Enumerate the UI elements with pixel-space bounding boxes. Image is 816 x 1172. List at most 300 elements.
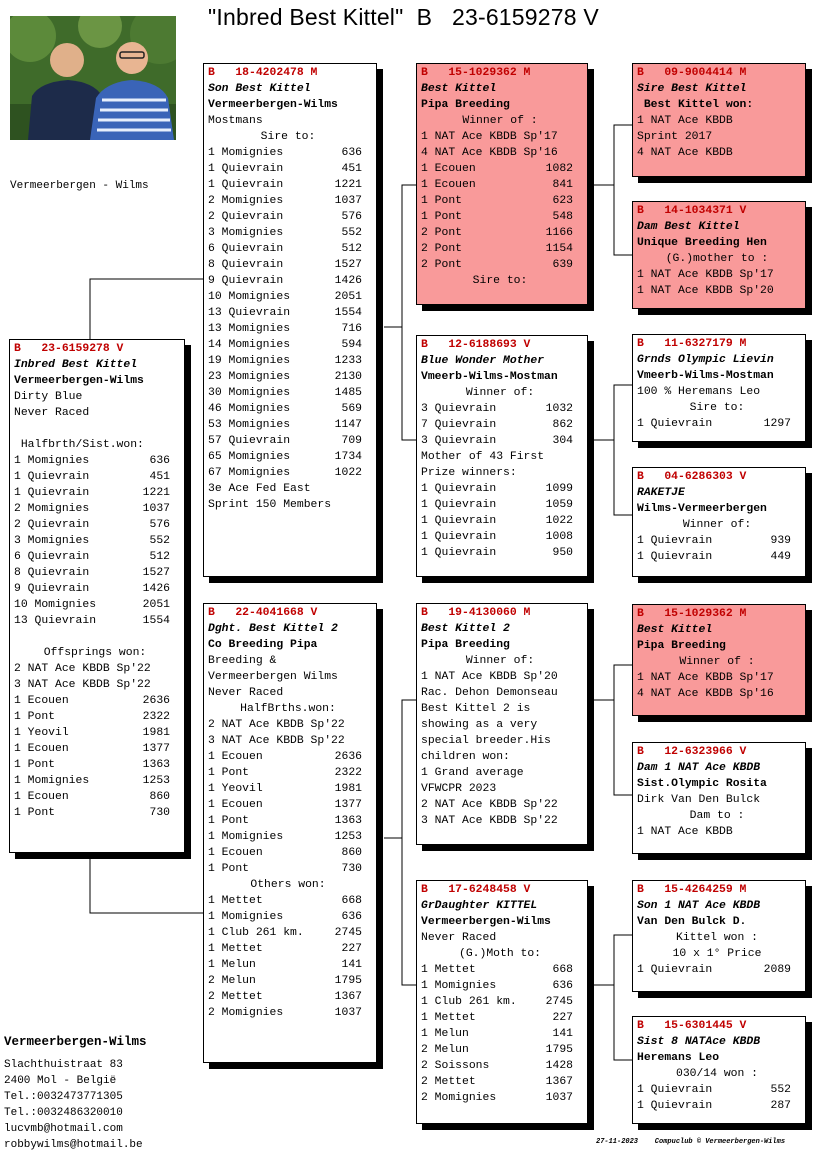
card-text-line: Never Raced [208,687,284,699]
result-prize: 2130 [334,371,362,383]
breeder-address [4,1034,147,1153]
result-prize: 860 [341,847,362,859]
card-text-line: Others won: [250,879,326,891]
result-race: 6 Quievrain [14,551,90,563]
result-prize: 1795 [334,975,362,987]
result-row [208,417,376,433]
result-row [637,1082,805,1098]
result-prize: 548 [552,211,573,223]
result-race: 1 Momignies [421,980,497,992]
result-row [208,369,376,385]
result-prize: 1367 [545,1076,573,1088]
result-prize: 512 [149,551,170,563]
ring-number: B 12-6323966 V [637,746,747,758]
result-row [637,1098,805,1114]
card-text-line: Sist 8 NATAce KBDB [637,1036,761,1048]
result-row [14,709,184,725]
result-row [14,597,184,613]
result-race: 2 Pont [421,243,463,255]
card-text-line: Never Raced [14,407,90,419]
result-prize: 1554 [334,307,362,319]
card-text-line: Dirty Blue [14,391,83,403]
result-row [421,497,587,513]
card-text-line: Best Kittel [421,83,497,95]
result-race: 1 Momignies [208,911,284,923]
card-text-line: showing as a very [421,719,538,731]
card-text-line: Vermeerbergen-Wilms [208,99,338,111]
result-prize: 860 [149,791,170,803]
card-text-line: 3 NAT Ace KBDB Sp'22 [14,679,151,691]
result-row [14,501,184,517]
card-text-line: 4 NAT Ace KBDB Sp'16 [421,147,558,159]
card-text-line: 2 NAT Ace KBDB Sp'22 [208,719,345,731]
result-row [208,289,376,305]
card-text-line: Winner of: [465,655,535,667]
result-row [208,989,376,1005]
card-text-line: (G.)mother to : [665,253,769,265]
result-row [14,549,184,565]
card-text-line: RAKETJE [637,487,685,499]
result-row [208,385,376,401]
result-race: 1 Quievrain [637,551,713,563]
card-text-line: 1 NAT Ace KBDB [637,115,733,127]
card-text-line: 2 NAT Ace KBDB Sp'22 [421,799,558,811]
card-text-line: Van Den Bulck D. [637,916,747,928]
result-prize: 576 [341,211,362,223]
card-dam-sire [416,603,588,845]
result-row [208,209,376,225]
result-race: 1 Pont [208,863,250,875]
result-prize: 304 [552,435,573,447]
result-row [421,513,587,529]
result-row [637,533,805,549]
result-prize: 1428 [545,1060,573,1072]
result-prize: 716 [341,323,362,335]
result-row [14,789,184,805]
result-prize: 552 [149,535,170,547]
result-race: 1 Ecouen [208,751,263,763]
result-row [208,401,376,417]
result-row [208,321,376,337]
result-row [421,1090,587,1106]
result-row [208,353,376,369]
card-text-line: Sist.Olympic Rosita [637,778,767,790]
result-race: 2 Pont [421,227,463,239]
card-text-line: Best Kittel [637,624,713,636]
result-row [421,529,587,545]
card-text-line: 100 % Heremans Leo [637,386,761,398]
result-prize: 1037 [545,1092,573,1104]
card-dam-dam-dam [632,1016,806,1124]
result-prize: 1795 [545,1044,573,1056]
result-race: 2 Mettet [421,1076,476,1088]
result-race: 13 Momignies [208,323,291,335]
result-row [14,517,184,533]
result-row [421,994,587,1010]
result-prize: 1166 [545,227,573,239]
result-race: 1 Quievrain [208,163,284,175]
result-race: 10 Momignies [14,599,97,611]
card-text-line: Never Raced [421,932,497,944]
result-prize: 1377 [142,743,170,755]
card-text-line: 1 NAT Ace KBDB Sp'20 [421,671,558,683]
result-row [421,225,587,241]
result-race: 53 Momignies [208,419,291,431]
email-1[interactable]: lucvmb@hotmail.com [4,1123,123,1135]
card-text-line: 1 NAT Ace KBDB Sp'17 [421,131,558,143]
card-dam-sire-sire [632,604,806,716]
card-text-line: Sprint 150 Members [208,499,332,511]
result-row [14,725,184,741]
result-race: 1 Pont [208,815,250,827]
result-row [208,449,376,465]
ring-number: B 09-9004414 M [637,67,747,79]
result-row [208,305,376,321]
result-prize: 512 [341,243,362,255]
result-prize: 576 [149,519,170,531]
result-row [208,861,376,877]
card-text-line: Sire to: [260,131,316,143]
card-text-line: Vermeerbergen-Wilms [14,375,144,387]
ring-number: B 23-6159278 V [14,343,124,355]
result-row [14,565,184,581]
result-prize: 1377 [334,799,362,811]
result-row [208,225,376,241]
card-sire-sire-sire [632,63,806,177]
result-prize: 1485 [334,387,362,399]
result-race: 2 Momignies [208,195,284,207]
result-prize: 636 [341,147,362,159]
card-text-line: Blue Wonder Mother [421,355,545,367]
result-prize: 1367 [334,991,362,1003]
result-prize: 623 [552,195,573,207]
result-row [208,749,376,765]
result-prize: 141 [341,959,362,971]
card-text-line: Best Kittel 2 is [421,703,531,715]
card-text-line: Mostmans [208,115,263,127]
card-text-line: Sire to: [689,402,745,414]
card-text-line: 3 NAT Ace KBDB Sp'22 [421,815,558,827]
card-sire [203,63,377,577]
card-text-line: 2 NAT Ace KBDB Sp'22 [14,663,151,675]
result-row [14,805,184,821]
card-text-line: Breeding & [208,655,277,667]
result-row [421,1058,587,1074]
result-race: 1 Melun [208,959,256,971]
result-prize: 1082 [545,163,573,175]
result-race: 1 Momignies [208,831,284,843]
result-row [421,161,587,177]
card-text-line: 1 NAT Ace KBDB Sp'20 [637,285,774,297]
result-row [421,209,587,225]
result-prize: 287 [770,1100,791,1112]
result-race: 1 Quievrain [637,535,713,547]
ring-number: B 18-4202478 M [208,67,318,79]
result-row [208,925,376,941]
result-race: 1 Quievrain [421,531,497,543]
result-race: 1 Mettet [421,964,476,976]
address-street: Slachthuistraat 83 [4,1059,123,1071]
card-text-line: Best Kittel 2 [421,623,510,635]
card-sire-dam-dam [632,467,806,577]
result-prize: 639 [552,259,573,271]
result-prize: 1253 [334,831,362,843]
result-prize: 2745 [545,996,573,1008]
result-prize: 1221 [142,487,170,499]
card-text-line: children won: [421,751,510,763]
result-race: 1 Quievrain [14,471,90,483]
result-row [421,962,587,978]
result-race: 14 Momignies [208,339,291,351]
result-prize: 668 [341,895,362,907]
result-row [421,1026,587,1042]
result-prize: 950 [552,547,573,559]
card-dam [203,603,377,1063]
owners-photo [10,16,176,140]
result-row [208,177,376,193]
ring-number: B 04-6286303 V [637,471,747,483]
result-row [421,1042,587,1058]
result-race: 1 Quievrain [637,1100,713,1112]
result-row [14,485,184,501]
result-row [421,1074,587,1090]
result-prize: 1981 [142,727,170,739]
result-prize: 451 [149,471,170,483]
result-prize: 1154 [545,243,573,255]
result-prize: 1099 [545,483,573,495]
card-text-line: Sire Best Kittel [637,83,747,95]
result-row [421,978,587,994]
result-prize: 841 [552,179,573,191]
result-race: 9 Quievrain [14,583,90,595]
result-race: 57 Quievrain [208,435,291,447]
result-row [208,161,376,177]
result-row [208,941,376,957]
result-race: 1 Club 261 km. [208,927,304,939]
result-row [14,581,184,597]
breeder-name: Vermeerbergen-Wilms [4,1035,147,1049]
result-prize: 569 [341,403,362,415]
result-race: 1 Quievrain [208,179,284,191]
result-prize: 2322 [142,711,170,723]
ring-number: B 17-6248458 V [421,884,531,896]
ring-number: B 15-6301445 V [637,1020,747,1032]
footer-credit: 27-11-2023 Compuclub © Vermeerbergen-Wilms [596,1138,786,1146]
result-race: 30 Momignies [208,387,291,399]
result-row [208,193,376,209]
result-row [14,533,184,549]
result-prize: 1297 [763,418,791,430]
card-text-line: Heremans Leo [637,1052,720,1064]
result-row [421,417,587,433]
result-race: 2 Soissons [421,1060,490,1072]
card-text-line: Winner of: [465,387,535,399]
result-race: 3 Momignies [208,227,284,239]
card-text-line: Dam 1 NAT Ace KBDB [637,762,761,774]
result-race: 3 Quievrain [421,435,497,447]
result-row [208,1005,376,1021]
result-race: 13 Quievrain [208,307,291,319]
result-race: 3 Quievrain [421,403,497,415]
result-prize: 2051 [334,291,362,303]
card-text-line: 1 NAT Ace KBDB Sp'17 [637,269,774,281]
card-text-line: 030/14 won : [675,1068,759,1080]
card-text-line: Pipa Breeding [421,99,510,111]
result-race: 1 Momignies [208,147,284,159]
result-prize: 709 [341,435,362,447]
card-dam-dam [416,880,588,1124]
result-prize: 2636 [142,695,170,707]
card-text-line: Dam Best Kittel [637,221,740,233]
result-prize: 552 [341,227,362,239]
result-prize: 227 [341,943,362,955]
card-text-line: Rac. Dehon Demonseau [421,687,558,699]
result-race: 1 Quievrain [14,487,90,499]
result-prize: 1037 [142,503,170,515]
result-prize: 1221 [334,179,362,191]
result-row [208,845,376,861]
result-row [637,549,805,565]
result-prize: 1032 [545,403,573,415]
result-race: 8 Quievrain [14,567,90,579]
result-race: 8 Quievrain [208,259,284,271]
result-race: 1 Pont [421,211,463,223]
result-race: 1 Ecouen [208,799,263,811]
result-prize: 730 [341,863,362,875]
result-prize: 1426 [142,583,170,595]
result-prize: 939 [770,535,791,547]
result-race: 67 Momignies [208,467,291,479]
result-prize: 1037 [334,1007,362,1019]
result-prize: 1059 [545,499,573,511]
result-prize: 1981 [334,783,362,795]
card-text-line: Vmeerb-Wilms-Mostman [421,371,558,383]
result-prize: 636 [149,455,170,467]
card-text-line: Unique Breeding Hen [637,237,767,249]
card-text-line: VFWCPR 2023 [421,783,497,795]
card-text-line: Vermeerbergen Wilms [208,671,338,683]
card-text-line: Mother of 43 First [421,451,545,463]
result-race: 1 Ecouen [14,791,69,803]
result-prize: 227 [552,1012,573,1024]
result-prize: 636 [552,980,573,992]
card-text-line: 3 NAT Ace KBDB Sp'22 [208,735,345,747]
result-prize: 1022 [334,467,362,479]
result-row [14,757,184,773]
card-text-line: Inbred Best Kittel [14,359,138,371]
ring-number: B 15-1029362 M [637,608,747,620]
result-prize: 2051 [142,599,170,611]
card-text-line: Sprint 2017 [637,131,713,143]
result-prize: 1527 [334,259,362,271]
result-race: 1 Ecouen [208,847,263,859]
card-text-line: HalfBrths.won: [240,703,336,715]
result-row [208,797,376,813]
result-row [14,773,184,789]
card-text-line [14,421,184,437]
result-prize: 2745 [334,927,362,939]
card-text-line [14,629,184,645]
ring-number: B 15-4264259 M [637,884,747,896]
result-row [14,469,184,485]
result-row [14,453,184,469]
result-row [421,433,587,449]
result-prize: 449 [770,551,791,563]
phone-2: Tel.:0032486320010 [4,1107,123,1119]
result-race: 1 Ecouen [14,695,69,707]
result-race: 1 Yeovil [14,727,69,739]
result-row [421,401,587,417]
result-prize: 2636 [334,751,362,763]
result-row [208,241,376,257]
card-sire-sire [416,63,588,305]
result-race: 6 Quievrain [208,243,284,255]
card-text-line: Grnds Olympic Lievin [637,354,774,366]
breeder-tag: Vermeerbergen - Wilms [10,180,149,192]
result-prize: 1527 [142,567,170,579]
result-row [421,1010,587,1026]
result-row [421,257,587,273]
result-race: 2 Momignies [14,503,90,515]
email-2[interactable]: robbywilms@hotmail.be [4,1139,143,1151]
result-race: 1 Mettet [208,895,263,907]
photo-icon [10,16,176,140]
result-row [208,781,376,797]
card-text-line: 1 NAT Ace KBDB [637,826,733,838]
result-prize: 1363 [334,815,362,827]
card-text-line: Prize winners: [421,467,517,479]
result-prize: 1253 [142,775,170,787]
result-row [208,273,376,289]
result-prize: 1008 [545,531,573,543]
card-dam-dam-sire [632,880,806,992]
result-race: 1 Pont [208,767,250,779]
card-text-line: Pipa Breeding [637,640,726,652]
result-prize: 1147 [334,419,362,431]
result-race: 2 Momignies [421,1092,497,1104]
result-row [208,465,376,481]
result-race: 2 Mettet [208,991,263,1003]
result-race: 2 Momignies [208,1007,284,1019]
card-text-line: Winner of : [462,115,538,127]
card-text-line: 10 x 1° Price [672,948,762,960]
result-race: 1 Quievrain [421,515,497,527]
result-race: 1 Momignies [14,455,90,467]
result-prize: 1734 [334,451,362,463]
card-text-line: Kittel won : [675,932,759,944]
result-race: 1 Pont [14,759,56,771]
result-race: 1 Quievrain [421,499,497,511]
result-race: 1 Ecouen [14,743,69,755]
result-race: 7 Quievrain [421,419,497,431]
card-text-line: Sire to: [472,275,528,287]
result-race: 2 Quievrain [208,211,284,223]
result-race: 1 Mettet [421,1012,476,1024]
result-row [637,962,805,978]
card-text-line: (G.)Moth to: [458,948,542,960]
result-race: 1 Melun [421,1028,469,1040]
card-text-line: Co Breeding Pipa [208,639,318,651]
card-text-line: Pipa Breeding [421,639,510,651]
result-prize: 1233 [334,355,362,367]
card-text-line: Offsprings won: [43,647,147,659]
result-race: 1 Quievrain [637,964,713,976]
result-prize: 451 [341,163,362,175]
result-prize: 2089 [763,964,791,976]
card-text-line: Best Kittel won: [637,99,754,111]
card-sire-dam [416,335,588,577]
result-row [208,973,376,989]
